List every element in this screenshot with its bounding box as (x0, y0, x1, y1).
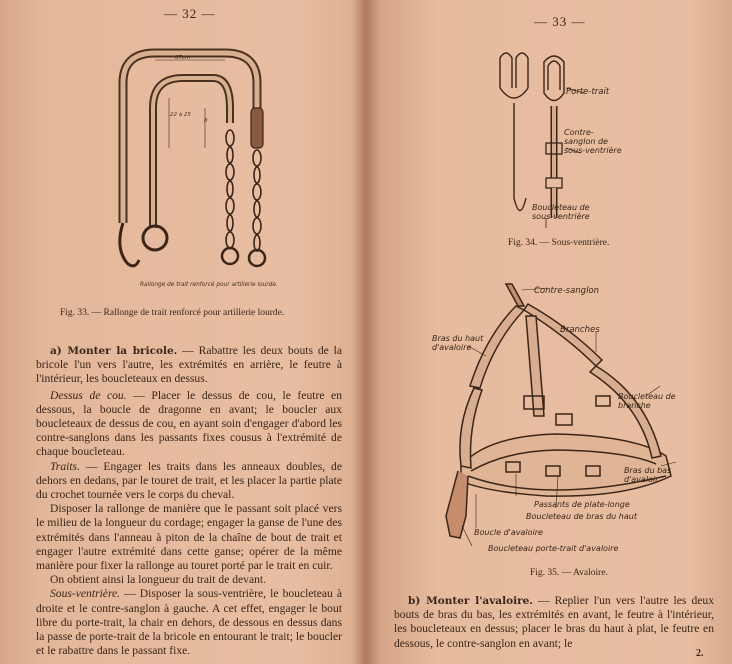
section-text: — Engager les traits dans les anneaux doubles, de dehors en dedans, par le touret de trait, et les placer la partie plate du crochet tournée vers le corps du cheval. (36, 459, 342, 502)
left-body-text (36, 344, 342, 658)
figure-33-illustration (105, 38, 305, 308)
page-number-right: — 33 — (534, 14, 586, 29)
label-contre-sanglon-sous-ventriere: Contre-sanglon de sous-ventrière (564, 128, 622, 155)
section-text: On obtient ainsi la longueur du trait de devant. (50, 573, 267, 587)
label-boucleteau-sous-ventriere: Boucleteau de sous-ventrière (532, 203, 590, 221)
section-text: — Placer le dessus de cou, le feutre en dessous, la boucle de dragonne en avant; le boucler aux boucleteaux de dessus de cou, en ayant soin d'engager d'abord les contre-sanglons dans les passants fixes cousus à l'extrémité de chaque boucleteau. (36, 388, 342, 459)
section-text: — Replier l'un vers l'autre les deux bouts de bras du bas, les extrémités en avant, le feutre à l'intérieur, les boucleteaux en dessus; placer le bras du haut à plat, le feutre en dessous, le contre-sanglon en avant; le (394, 594, 714, 650)
section-lead: Dessus de cou. (50, 388, 127, 402)
label-branches: Branches (560, 325, 600, 335)
section-lead: b) Monter l'avaloire. (408, 595, 533, 607)
right-body-text (394, 594, 714, 651)
figure-35-caption: Fig. 35. — Avaloire. (530, 568, 608, 578)
label-boucleteau-porte-trait: Boucleteau porte-trait d'avaloire (488, 544, 619, 553)
section-text: Disposer la rallonge de manière que le passant soit placé vers le milieu de la longueur du cordage; engager la ganse de l'une des extrémités dans l'anneau à piton de la chaîne de bout de trait et engager l'autre extrémité dans cette ganse; opérer de la même manière pour fixer la rallonge au touret porté par le trait en cuir. (36, 502, 342, 573)
label-boucleteau-de-branche: Boucleteau de branche (618, 392, 676, 410)
section-lead: Sous-ventrière. (50, 587, 121, 601)
label-bras-du-haut: Bras du haut d'avaloire (432, 334, 484, 352)
label-porte-trait: Porte-trait (566, 87, 610, 97)
figure-33-caption: Fig. 33. — Rallonge de trait renforcé pour artillerie lourde. (60, 308, 285, 318)
figure-33-inner-caption: Rallonge de trait renforcé pour artillerie lourde. (140, 282, 278, 288)
figure-33-dim-mid: 8 (204, 118, 208, 124)
figure-35-illustration (446, 276, 706, 566)
figure-33-dim-top: 67cm (175, 55, 191, 61)
section-lead: a) Monter la bricole. (50, 345, 178, 357)
signature-mark: 2. (696, 648, 704, 659)
label-contre-sanglon: Contre-sanglon (534, 286, 600, 296)
figure-33-dim-left: 22 à 25 (170, 112, 191, 118)
figure-34-caption: Fig. 34. — Sous-ventrière. (508, 238, 610, 248)
section-text: — Disposer la sous-ventrière, le boucleteau à droite et le contre-sanglon à gauche. A cet effet, engager le bout libre du porte-trait, la chair en dehors, de dessous en dessus dans la passe de porte-trait de la bricole en entourant le trait; le boucler et le rabattre dans le passant fixe. (36, 587, 342, 658)
right-page (366, 0, 732, 664)
page-number-left: — 32 — (164, 6, 216, 21)
section-lead: Traits. (50, 459, 80, 473)
label-boucle-avaloire: Boucle d'avaloire (474, 528, 543, 537)
section-text: — Rabattre les deux bouts de la bricole l'un vers l'autre, les extrémités en arrière, le feutre à l'intérieur, les boucleteaux en dessus. (36, 344, 342, 386)
label-bras-du-bas: Bras du bas d'avaloir (624, 466, 672, 484)
label-boucleteau-bras-haut: Boucleteau de bras du haut (526, 512, 637, 521)
label-passants-plate-longe: Passants de plate-longe (534, 500, 630, 509)
